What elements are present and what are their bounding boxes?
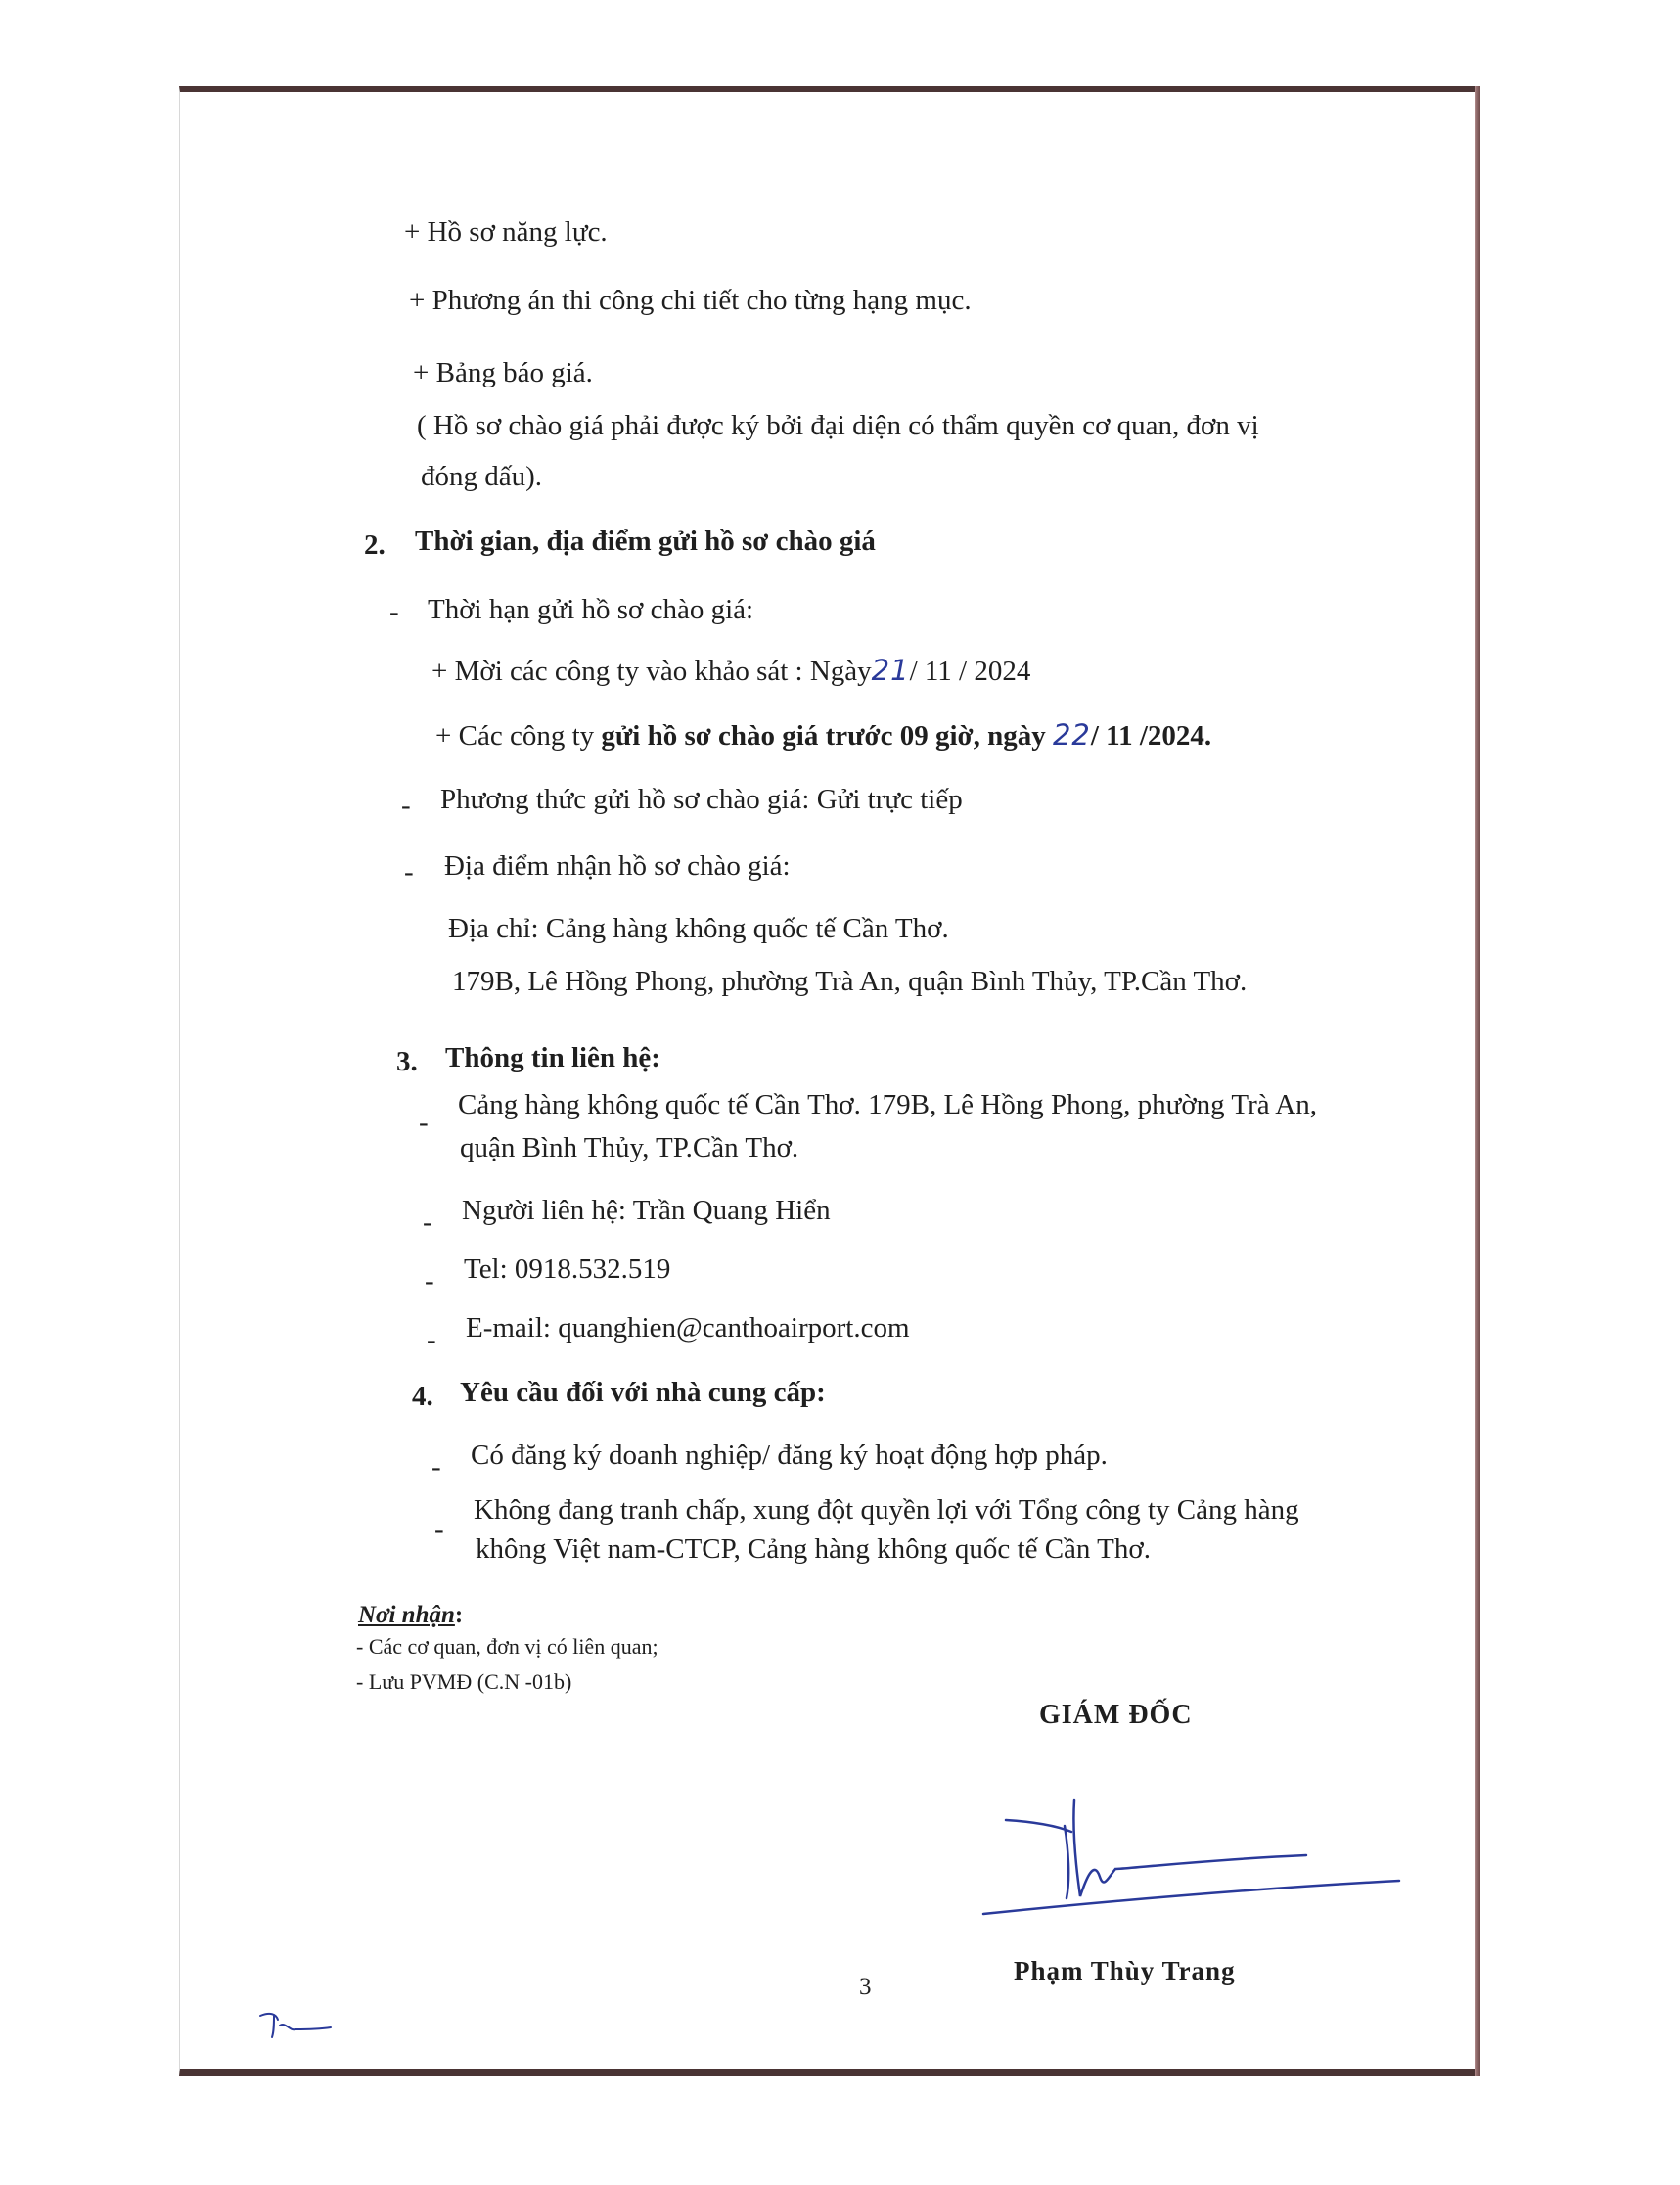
section-3-number: 3. xyxy=(396,1046,418,1077)
contact-tel: Tel: 0918.532.519 xyxy=(464,1253,671,1285)
dash: - xyxy=(404,856,414,888)
requirement-2-line-1: Không đang tranh chấp, xung đột quyền lợi với Tổng công ty Cảng hàng xyxy=(474,1494,1299,1525)
signature xyxy=(978,1761,1409,1928)
address-1: Địa chỉ: Cảng hàng không quốc tế Cần Thơ. xyxy=(448,913,949,944)
section-3-heading: Thông tin liên hệ: xyxy=(445,1042,660,1073)
section-2-heading: Thời gian, địa điểm gửi hồ sơ chào giá xyxy=(415,525,876,557)
dash: - xyxy=(434,1514,444,1545)
org-line-2: quận Bình Thủy, TP.Cần Thơ. xyxy=(460,1132,799,1163)
item-bang-bao-gia: + Bảng báo giá. xyxy=(413,357,593,388)
contact-email: E-mail: quanghien@canthoairport.com xyxy=(466,1312,910,1343)
requirement-2-line-2: không Việt nam-CTCP, Cảng hàng không quốc tế Cần Thơ. xyxy=(476,1533,1151,1565)
signer-name: Phạm Thùy Trang xyxy=(1014,1956,1236,1985)
method: Phương thức gửi hồ sơ chào giá: Gửi trực tiếp xyxy=(440,784,963,815)
dash: - xyxy=(427,1324,436,1355)
survey-rest: / 11 / 2024 xyxy=(909,656,1031,687)
submit-bold: gửi hồ sơ chào giá trước 09 giờ, ngày xyxy=(601,720,1046,751)
dash: - xyxy=(389,596,399,627)
section-4-number: 4. xyxy=(412,1381,433,1412)
survey-day-handwritten: 21 xyxy=(871,654,910,687)
submit-deadline xyxy=(435,718,1211,753)
recipient-2: - Lưu PVMĐ (C.N -01b) xyxy=(356,1669,572,1694)
place-label: Địa điểm nhận hồ sơ chào giá: xyxy=(444,850,791,882)
survey-prefix: + Mời các công ty vào khảo sát : Ngày xyxy=(431,656,872,687)
note-line-1: ( Hồ sơ chào giá phải được ký bởi đại diện có thẩm quyền cơ quan, đơn vị xyxy=(417,410,1259,441)
signer-title: GIÁM ĐỐC xyxy=(1039,1700,1193,1730)
section-4-heading: Yêu cầu đối với nhà cung cấp: xyxy=(460,1377,826,1408)
survey-date xyxy=(431,654,1030,689)
address-2: 179B, Lê Hồng Phong, phường Trà An, quận Bình Thủy, TP.Cần Thơ. xyxy=(452,966,1248,997)
section-2-number: 2. xyxy=(364,529,386,561)
submit-day-handwritten: 22 xyxy=(1052,718,1091,751)
recipient-1: - Các cơ quan, đơn vị có liên quan; xyxy=(356,1634,658,1659)
initials-mark xyxy=(256,2006,335,2045)
dash: - xyxy=(423,1206,432,1238)
contact-person: Người liên hệ: Trần Quang Hiển xyxy=(462,1195,831,1226)
page-number: 3 xyxy=(859,1974,872,2000)
item-phuong-an: + Phương án thi công chi tiết cho từng hạng mục. xyxy=(409,285,972,316)
recipients-title-text: Nơi nhận xyxy=(358,1602,455,1628)
org-line-1: Cảng hàng không quốc tế Cần Thơ. 179B, Lê Hồng Phong, phường Trà An, xyxy=(458,1089,1317,1120)
note-line-2: đóng dấu). xyxy=(421,461,543,492)
dash: - xyxy=(425,1265,434,1297)
dash: - xyxy=(401,790,411,821)
item-ho-so-nang-luc: + Hồ sơ năng lực. xyxy=(404,216,608,248)
submit-rest: / 11 /2024. xyxy=(1090,720,1212,751)
dash: - xyxy=(431,1451,441,1482)
recipients-title-colon: : xyxy=(454,1602,464,1628)
requirement-1: Có đăng ký doanh nghiệp/ đăng ký hoạt động hợp pháp. xyxy=(471,1439,1108,1471)
submit-prefix: + Các công ty xyxy=(435,720,602,751)
recipients-title xyxy=(358,1601,463,1630)
deadline-label: Thời hạn gửi hồ sơ chào giá: xyxy=(428,594,754,625)
sheet-edge xyxy=(1475,86,1480,2076)
dash: - xyxy=(419,1107,429,1138)
